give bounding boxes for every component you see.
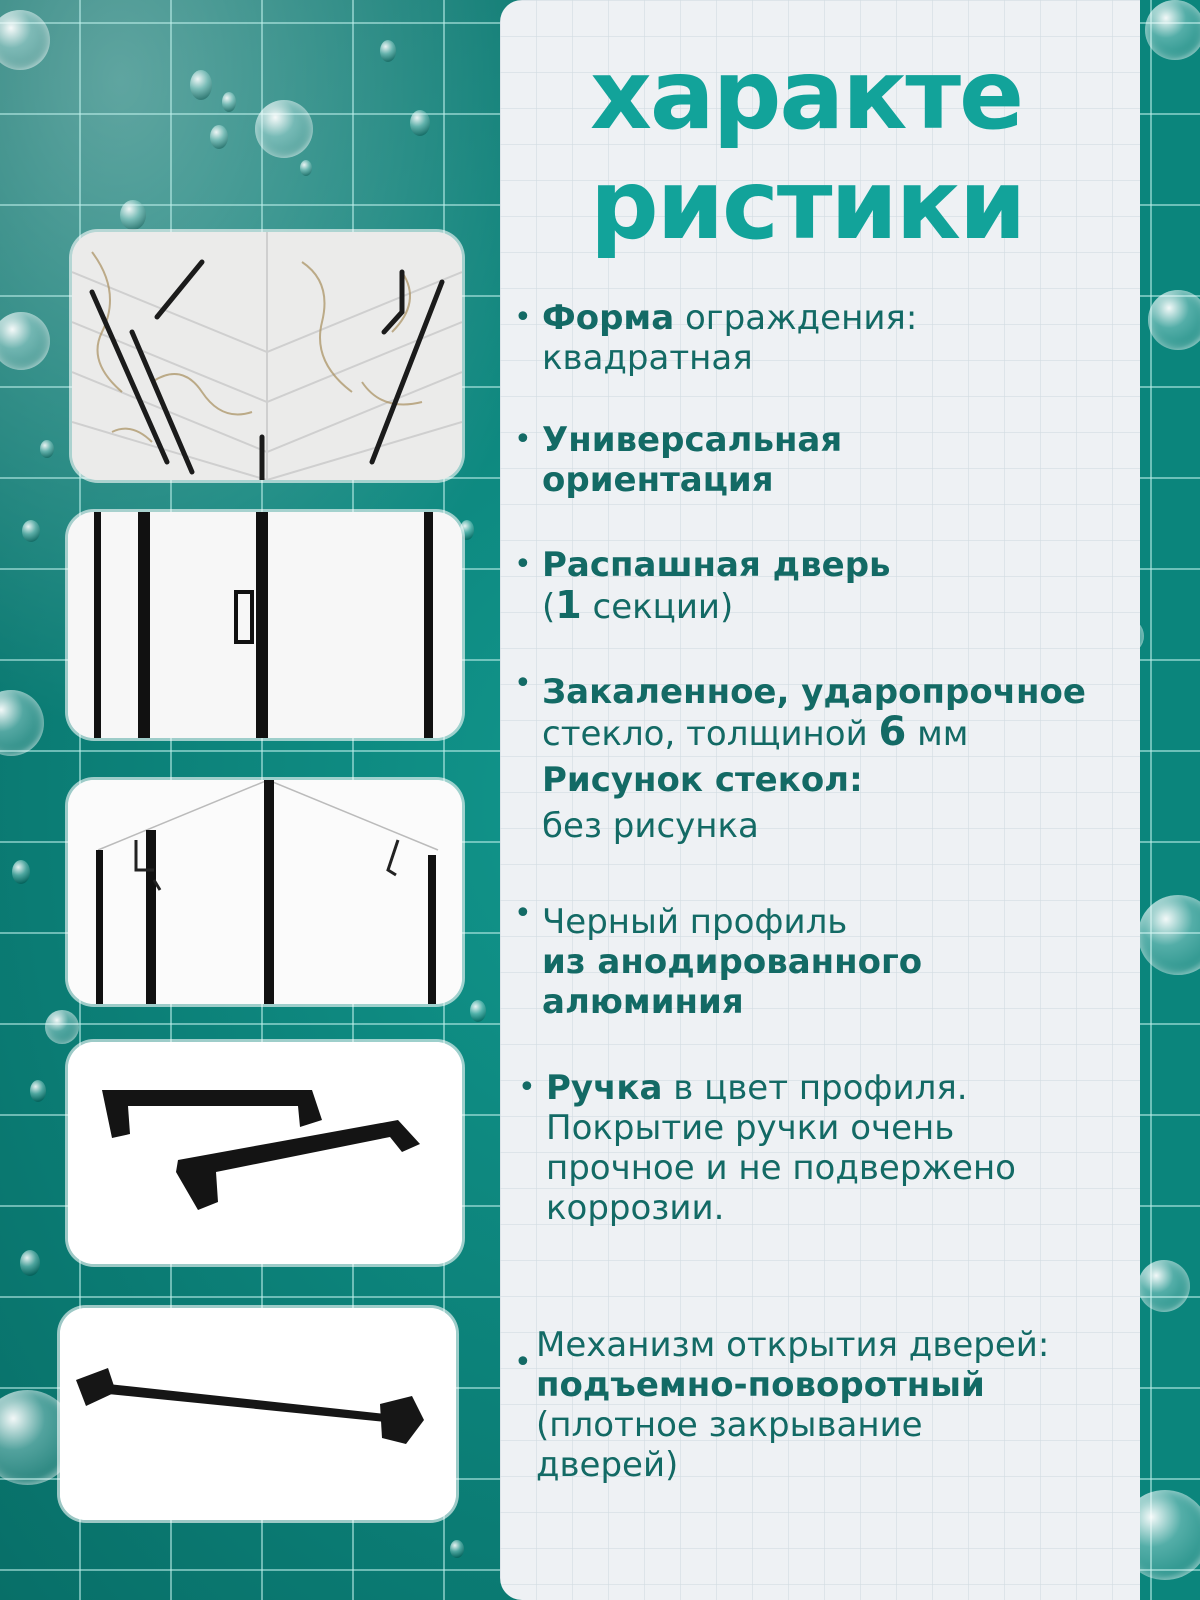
feature-line-3: (плотное закрывание xyxy=(536,1405,923,1445)
bullet: • xyxy=(514,896,532,931)
title-line-2: ристики xyxy=(590,149,1025,261)
shower-corner-photo xyxy=(68,780,462,1004)
feature-door xyxy=(514,545,891,627)
feature-line-4: коррозии. xyxy=(546,1188,725,1228)
feature-line-3: прочное и не подвержено xyxy=(546,1148,1016,1188)
feature-value: ориентация xyxy=(542,460,774,500)
feature-label: Черный профиль xyxy=(542,902,848,942)
feature-handle xyxy=(518,1068,1016,1228)
feature-value: подъемно-поворотный xyxy=(536,1365,985,1405)
feature-mechanism xyxy=(514,1325,1049,1485)
feature-label: Закаленное, ударопрочное xyxy=(542,672,1086,712)
feature-orientation xyxy=(514,420,842,500)
feature-label: Ручка xyxy=(546,1068,663,1108)
feature-shape xyxy=(514,298,917,378)
feature-text: ограждения: xyxy=(674,298,918,338)
feature-value-num: 6 xyxy=(878,709,907,755)
bullet: • xyxy=(518,1070,536,1105)
feature-value-2: алюминия xyxy=(542,982,744,1022)
feature-label: Распашная дверь xyxy=(542,545,891,585)
bullet: • xyxy=(514,547,532,582)
handles-photo xyxy=(68,1042,462,1264)
feature-value-post: мм xyxy=(906,714,969,754)
bullet: • xyxy=(514,666,532,701)
title-line-1: характе xyxy=(590,39,1023,151)
page-title xyxy=(590,40,1110,260)
feature-label: Форма xyxy=(542,298,675,338)
feature-value: из анодированного xyxy=(542,942,923,982)
feature-value: квадратная xyxy=(542,338,753,378)
bullet: • xyxy=(514,1345,532,1380)
right-tile-strip xyxy=(1140,0,1200,1600)
feature-subvalue: без рисунка xyxy=(542,806,759,846)
feature-line-4: дверей) xyxy=(536,1445,679,1485)
feature-text: в цвет профиля. xyxy=(662,1068,968,1108)
shower-door-front-photo xyxy=(68,512,462,738)
feature-label: Универсальная xyxy=(542,420,843,460)
bullet: • xyxy=(514,300,532,335)
feature-sublabel: Рисунок стекол: xyxy=(542,760,863,800)
shower-marble-photo xyxy=(72,232,462,480)
bullet: • xyxy=(514,422,532,457)
feature-label: Механизм открытия дверей: xyxy=(536,1325,1050,1365)
feature-profile xyxy=(514,896,923,1022)
feature-value-pre: ( xyxy=(542,587,556,627)
feature-value-num: 1 xyxy=(555,583,582,627)
stabilizer-bar-photo xyxy=(60,1308,456,1520)
feature-glass xyxy=(514,666,1086,846)
feature-line-2: Покрытие ручки очень xyxy=(546,1108,955,1148)
feature-value-post: секции) xyxy=(581,587,734,627)
feature-value-pre: стекло, толщиной xyxy=(542,714,879,754)
